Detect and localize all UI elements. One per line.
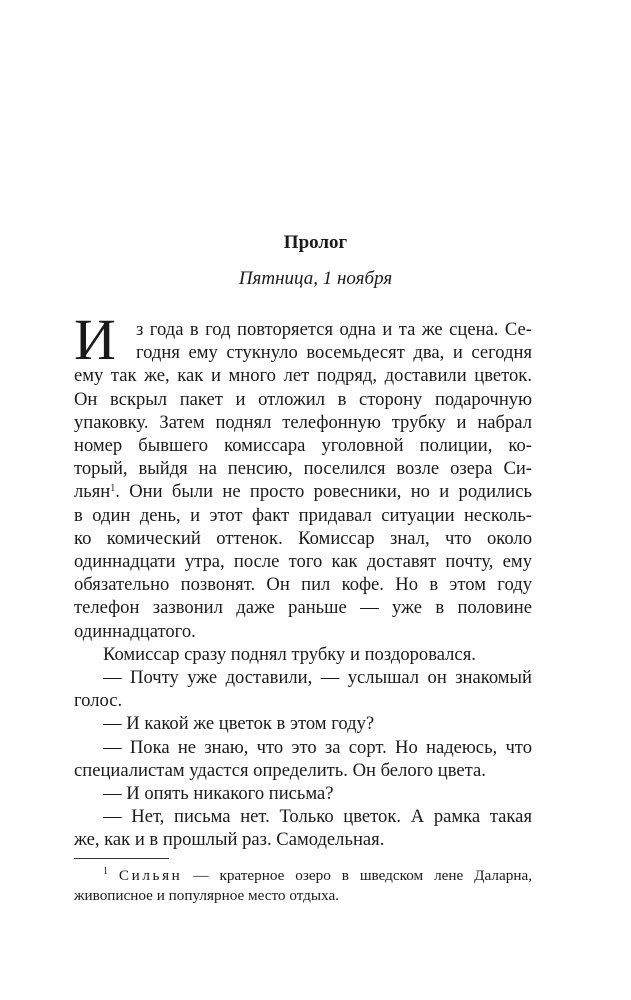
dialogue-line: же, как и в прошлый раз. Самодельная.: [74, 829, 385, 851]
text-line: одиннадцати утра, после того как доставят почту, ему: [74, 551, 532, 573]
text-fragment: льян: [74, 481, 111, 503]
text-line: в один день, и этот факт придавал ситуации несколь-: [74, 504, 532, 526]
text-line: упаковку. Затем поднял телефонную трубку и набрал: [74, 411, 532, 433]
dialogue-line: специалистам удастся определить. Он белого цвета.: [74, 759, 486, 781]
dialogue-line: — Нет, письма нет. Только цветок. А рамка такая: [103, 806, 532, 828]
dialogue-line: — Почту уже доставили, — услышал он знакомый: [103, 667, 532, 689]
footnote-divider: [74, 858, 169, 859]
dialogue-line: — И какой же цветок в этом году?: [103, 713, 375, 735]
footnote-line: живописное и популярное место отдыха.: [74, 886, 340, 904]
footnote-marker: 1: [110, 483, 116, 495]
text-line: одиннадцатого.: [74, 620, 196, 642]
chapter-title: Пролог: [283, 232, 348, 253]
chapter-subtitle: Пятница, 1 ноября: [238, 268, 393, 289]
dialogue-line: голос.: [74, 690, 123, 712]
dialogue-line: — И опять никакого письма?: [103, 783, 334, 805]
text-line: номер бывшего комиссара уголовной полиции, ко-: [74, 435, 532, 457]
text-line: телефон зазвонил даже раньше — уже в половине: [74, 597, 532, 619]
footnote-line: [74, 866, 532, 886]
text-line: обязательно позвонят. Он пил кофе. Но в этом году: [74, 574, 532, 596]
text-line: з года в год повторяется одна и та же сцена. Се-: [136, 319, 532, 340]
dialogue-line: Комиссар сразу поднял трубку и поздоровался.: [103, 643, 476, 665]
body-text: [74, 318, 532, 852]
text-line: годня ему стукнуло восемьдесят два, и сегодня: [136, 342, 532, 364]
drop-cap: И: [74, 307, 116, 372]
footnote-number: 1: [103, 866, 108, 877]
footnote: [74, 866, 532, 905]
footnote-text: — кратерное озеро в шведском лене Даларна,: [182, 867, 532, 884]
text-fragment: . Они были не просто ровесники, но и родились: [115, 481, 532, 503]
text-line: ему так же, как и много лет подряд, доставили цветок.: [74, 365, 532, 387]
text-line-with-footnote: [74, 480, 532, 503]
text-line: торый, выйдя на пенсию, поселился возле озера Си-: [74, 458, 532, 480]
text-line: ко комический оттенок. Комиссар знал, что около: [74, 527, 532, 549]
text-line: Он вскрыл пакет и отложил в сторону подарочную: [74, 388, 532, 410]
dialogue-line: — Пока не знаю, что это за сорт. Но надеюсь, что: [103, 736, 532, 758]
footnote-term: Сильян: [118, 867, 183, 884]
